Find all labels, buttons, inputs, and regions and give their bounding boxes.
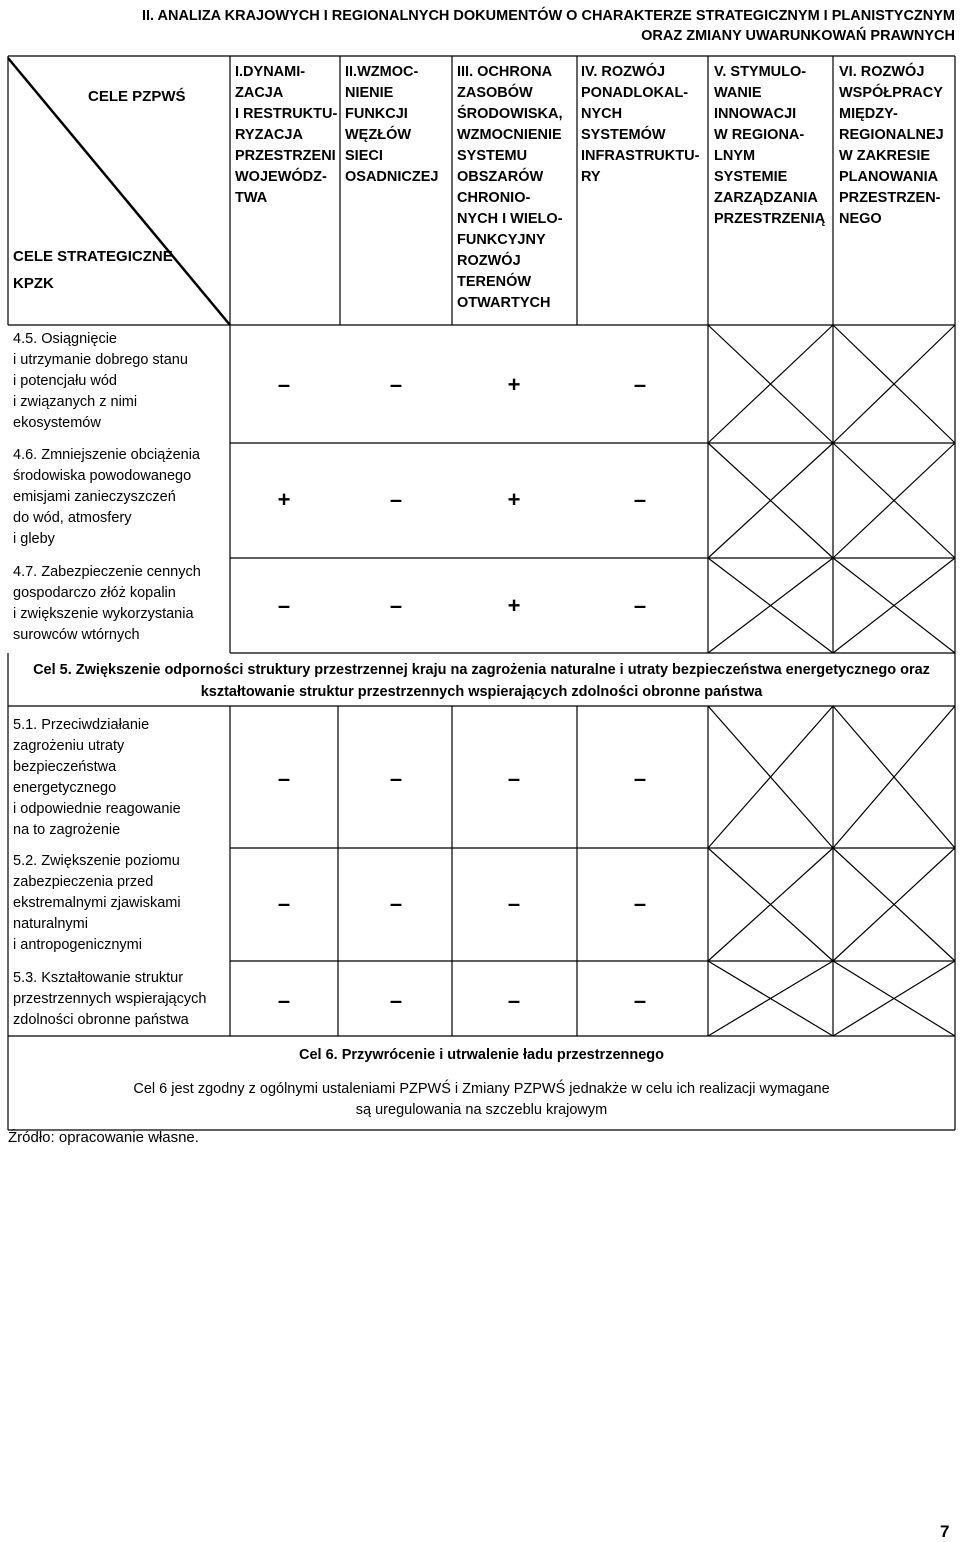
row-label-5-2: 5.2. Zwiększenie poziomu zabezpieczenia przed ekstremalnymi zjawiskami naturalnymi i antropogenicznymi: [13, 853, 181, 953]
cel-6-heading: Cel 6. Przywrócenie i utrwalenie ładu przestrzennego: [298, 1047, 665, 1063]
mark-4-6-col2: –: [389, 487, 403, 512]
mark-4-7-col1: –: [277, 593, 291, 618]
mark-4-5-col2: –: [389, 372, 403, 397]
column-header-3: III. OCHRONA ZASOBÓW ŚRODOWISKA, WZMOCNIENIE SYSTEMU OBSZARÓW CHRONIO- NYCH I WIELO- FUNKCYJNY ROZWÓJ TERENÓW OTWARTYCH: [457, 64, 563, 311]
mark-4-6-col4: –: [633, 487, 647, 512]
mark-5-2-col3: –: [507, 891, 521, 916]
mark-5-1-col1: –: [277, 766, 291, 791]
mark-5-3-col2: –: [389, 988, 403, 1013]
corner-bottom-label-2: KPZK: [13, 275, 54, 292]
page-number: 7: [940, 1522, 950, 1541]
mark-5-3-col4: –: [633, 988, 647, 1013]
mark-5-3-col3: –: [507, 988, 521, 1013]
column-header-5: V. STYMULO- WANIE INNOWACJI W REGIONA- LNYM SYSTEMIE ZARZĄDZANIA PRZESTRZENIĄ: [714, 64, 826, 227]
mark-5-3-col1: –: [277, 988, 291, 1013]
column-header-4: IV. ROZWÓJ PONADLOKAL- NYCH SYSTEMÓW INFRASTRUKTU- RY: [581, 64, 700, 185]
mark-5-1-col3: –: [507, 766, 521, 791]
page-header-line-2: ORAZ ZMIANY UWARUNKOWAŃ PRAWNYCH: [641, 28, 955, 44]
mark-5-1-col4: –: [633, 766, 647, 791]
corner-top-label: CELE PZPWŚ: [88, 88, 186, 105]
mark-5-1-col2: –: [389, 766, 403, 791]
page-header-line-1: II. ANALIZA KRAJOWYCH I REGIONALNYCH DOKUMENTÓW O CHARAKTERZE STRATEGICZNYM I PLANISTYCZNYM: [141, 8, 955, 24]
mark-4-5-col3: +: [507, 372, 521, 397]
mark-5-2-col4: –: [633, 891, 647, 916]
mark-4-5-col4: –: [633, 372, 647, 397]
mark-4-6-col3: +: [507, 487, 521, 512]
column-header-1: I.DYNAMI- ZACJA I RESTRUKTU- RYZACJA PRZESTRZENI WOJEWÓDZ- TWA: [235, 64, 338, 206]
mark-5-2-col2: –: [389, 891, 403, 916]
cel-5-heading: Cel 5. Zwiększenie odporności struktury przestrzennej kraju na zagrożenia naturalne i utraty bezpieczeństwa energetycznego oraz kształtowanie struktur przestrzennych wspierających zdolności obronne państwa: [33, 662, 930, 700]
corner-bottom-label-1: CELE STRATEGICZNE: [13, 248, 173, 265]
row-label-4-7: 4.7. Zabezpieczenie cennych gospodarczo złóż kopalin i zwiększenie wykorzystania surowców wtórnych: [13, 564, 201, 643]
mark-4-5-col1: –: [277, 372, 291, 397]
row-label-4-6: 4.6. Zmniejszenie obciążenia środowiska powodowanego emisjami zanieczyszczeń do wód, atmosfery i gleby: [13, 447, 200, 547]
cel-6-note: Cel 6 jest zgodny z ogólnymi ustaleniami PZPWŚ i Zmiany PZPWŚ jednakże w celu ich realizacji wymagane są uregulowania na szczeblu krajowym: [133, 1081, 830, 1118]
column-header-2: II.WZMOC- NIENIE FUNKCJI WĘZŁÓW SIECI OSADNICZEJ: [345, 64, 439, 185]
mark-5-2-col1: –: [277, 891, 291, 916]
mark-4-7-col4: –: [633, 593, 647, 618]
mark-4-6-col1: +: [277, 487, 291, 512]
source-note: Źródło: opracowanie własne.: [8, 1129, 199, 1146]
column-header-6: VI. ROZWÓJ WSPÓŁPRACY MIĘDZY- REGIONALNEJ W ZAKRESIE PLANOWANIA PRZESTRZEN- NEGO: [839, 64, 944, 227]
mark-4-7-col2: –: [389, 593, 403, 618]
mark-4-7-col3: +: [507, 593, 521, 618]
row-label-4-5: 4.5. Osiągnięcie i utrzymanie dobrego stanu i potencjału wód i związanych z nimi ekosystemów: [13, 331, 188, 431]
row-label-5-1: 5.1. Przeciwdziałanie zagrożeniu utraty bezpieczeństwa energetycznego i odpowiednie reagowanie na to zagrożenie: [13, 717, 181, 838]
row-label-5-3: 5.3. Kształtowanie struktur przestrzennych wspierających zdolności obronne państwa: [13, 970, 207, 1028]
